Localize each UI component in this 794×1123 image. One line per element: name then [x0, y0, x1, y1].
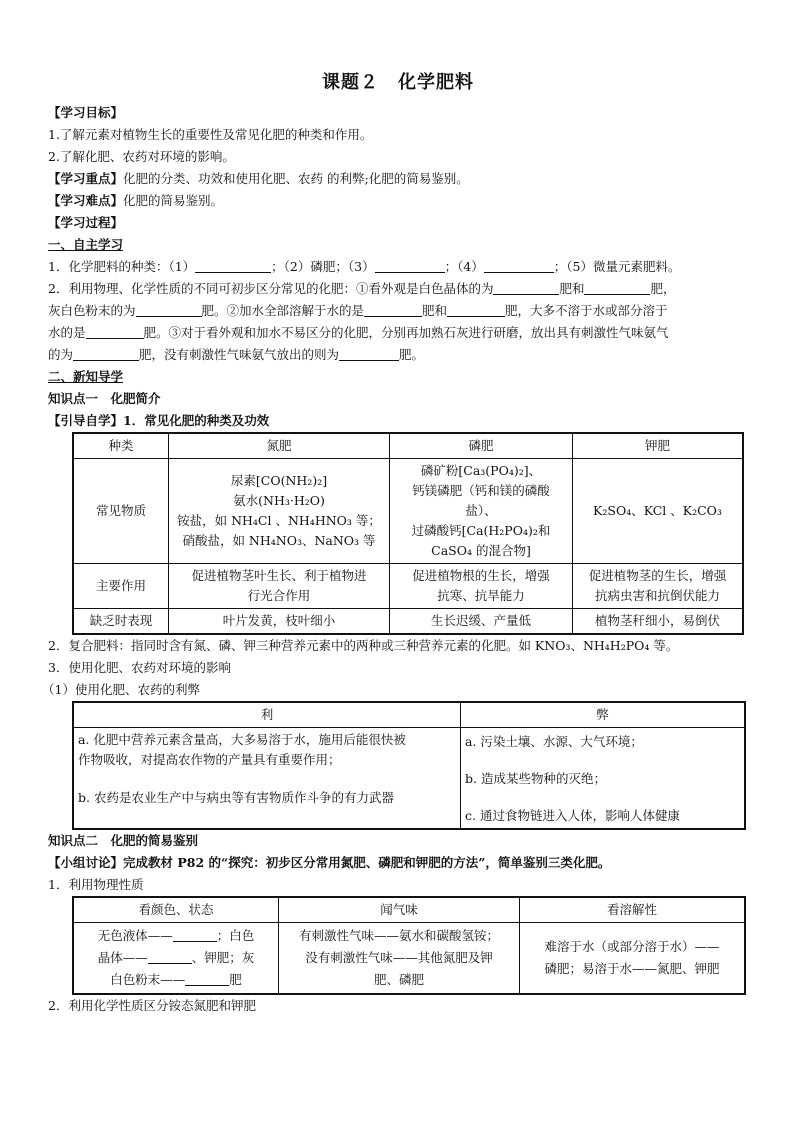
q2-text: 肥，: [650, 281, 676, 296]
q2-text: 灰白色粉末的为: [48, 303, 136, 318]
identification-table: [72, 896, 746, 995]
table-cell: [279, 923, 520, 995]
compound-fertilizer: 2．复合肥料：指同时含有氮、磷、钾三种营养元素中的两种或三种营养元素的化肥。如 KNO₃、NH₄H₂PO₄ 等。: [48, 638, 679, 653]
table-cell: [390, 564, 573, 609]
environment-effect: 3．使用化肥、农药对环境的影响: [48, 660, 231, 675]
table-header: 闻气味: [279, 897, 520, 923]
table-header: 利: [73, 702, 461, 728]
q1-text: ；（5）微量元素肥料。: [553, 259, 681, 274]
difficulty: [48, 190, 748, 212]
row-label: 常见物质: [73, 459, 169, 564]
cell-line: CaSO₄ 的混合物]: [431, 543, 531, 558]
cell-text: 、钾肥；灰: [191, 950, 255, 965]
difficulty-label: 【学习难点】: [48, 193, 124, 208]
cell-line: b. 农药是农业生产中与病虫等有害物质作斗争的有力武器: [78, 790, 394, 805]
knowledge-point-2: 知识点二 化肥的简易鉴别: [48, 833, 199, 848]
worksheet-page: [42, 62, 748, 1017]
q2-text: 水的是: [48, 325, 86, 340]
answer-blank[interactable]: [185, 971, 229, 986]
cell-line: 尿素[CO(NH₂)₂]: [230, 473, 328, 488]
row-label: 主要作用: [73, 564, 169, 609]
question-2-line: [48, 344, 748, 366]
question-2-line: [48, 300, 748, 322]
q2-text: 肥和: [559, 281, 585, 296]
table-header-row: [73, 433, 743, 459]
table-header: 氮肥: [169, 433, 390, 459]
answer-blank[interactable]: [339, 346, 399, 361]
answer-blank[interactable]: [447, 302, 505, 317]
goals-heading: 【学习目标】: [48, 105, 124, 120]
cons-cell: [461, 728, 746, 830]
answer-blank[interactable]: [86, 324, 144, 339]
key-point: [48, 168, 748, 190]
process-heading: 【学习过程】: [48, 215, 124, 230]
answer-blank[interactable]: [375, 258, 445, 273]
q2-text: 肥。③对于看外观和加水不易区分的化肥，分别再加熟石灰进行研磨，放出具有刺激性气味氨气: [143, 325, 669, 340]
cell-line: 盐）、: [465, 503, 497, 518]
question-2-line: [48, 278, 748, 300]
cell-line: b. 造成某些物种的灭绝；: [465, 770, 606, 786]
q2-text: 2．利用物理、化学性质的不同可初步区分常见的化肥：①看外观是白色晶体的为: [48, 281, 494, 296]
cell-line: 促进植物茎叶生长、利于植物进: [191, 568, 367, 583]
answer-blank[interactable]: [136, 302, 202, 317]
table-row: [73, 459, 743, 564]
goal-item: 1.了解元素对植物生长的重要性及常见化肥的种类和作用。: [48, 127, 373, 142]
q2-text: 肥，没有刺激性气味氨气放出的则为: [139, 347, 340, 362]
table-row: [73, 564, 743, 609]
answer-blank[interactable]: [195, 258, 271, 273]
cell-line: 没有刺激性气味——其他氮肥及钾: [305, 950, 493, 965]
page-title: 课题２ 化学肥料: [322, 72, 474, 93]
cell-line: [78, 947, 274, 969]
chemical-heading: 2．利用化学性质区分铵态氮肥和钾肥: [48, 998, 256, 1013]
cell-line: 氨水(NH₃·H₂O): [233, 493, 325, 508]
knowledge-point-1: 知识点一 化肥简介: [48, 391, 161, 406]
cell-text: 肥: [229, 972, 242, 987]
q1-text: ；（2）磷肥；（3）: [271, 259, 375, 274]
cell-line: 促进植物茎的生长，增强: [588, 568, 727, 583]
question-1: [48, 256, 748, 278]
table-header: 弊: [461, 702, 746, 728]
goal-item: 2.了解化肥、农药对环境的影响。: [48, 149, 235, 164]
discussion: 【小组讨论】完成教材 P82 的“探究：初步区分常用氮肥、磷肥和钾肥的方法”，简单鉴别三类化肥。: [48, 855, 611, 870]
cell-line: 作物吸收，对提高农作物的产量具有重要作用；: [78, 752, 341, 767]
cell-line: 抗病虫害和抗倒伏能力: [594, 588, 720, 603]
guide-heading: 【引导自学】1．常见化肥的种类及功效: [48, 413, 270, 428]
table-row: [73, 923, 745, 995]
answer-blank[interactable]: [364, 302, 422, 317]
cell-line: c. 通过食物链进入人体，影响人体健康: [465, 807, 680, 823]
table-row: [73, 609, 743, 635]
physical-heading: 1．利用物理性质: [48, 877, 144, 892]
q2-text: 肥。: [399, 347, 425, 362]
cell-line: 铵盐，如 NH₄Cl 、NH₄HNO₃ 等；: [177, 513, 381, 528]
cell-line: 磷矿粉[Ca₃(PO₄)₂]、: [420, 463, 542, 478]
pros-cons-table: [72, 701, 746, 830]
table-cell: [73, 923, 279, 995]
answer-blank[interactable]: [73, 346, 139, 361]
pros-cell: [73, 728, 461, 830]
q2-text: 肥，大多不溶于水或部分溶于: [505, 303, 668, 318]
q1-text: 1．化学肥料的种类：（1）: [48, 259, 196, 274]
fertilizer-table: [72, 432, 744, 635]
section1-heading: 一、自主学习: [48, 237, 124, 252]
cell-line: 硝酸盐，如 NH₄NO₃、NaNO₃ 等: [182, 533, 376, 548]
table-cell: [169, 459, 390, 564]
table-cell: K₂SO₄、KCl 、K₂CO₃: [573, 459, 744, 564]
cell-line: 有刺激性气味——氨水和碳酸氢铵；: [298, 928, 499, 943]
table-cell: 生长迟缓、产量低: [390, 609, 573, 635]
question-2-line: [48, 322, 748, 344]
table-cell: [169, 564, 390, 609]
cell-line: 过磷酸钙[Ca(H₂PO₄)₂和: [411, 523, 551, 538]
answer-blank[interactable]: [484, 258, 554, 273]
answer-blank[interactable]: [148, 949, 192, 964]
table-cell: [573, 564, 744, 609]
cell-line: a. 污染土壤、水源、大气环境；: [465, 733, 643, 749]
table-header: 钾肥: [573, 433, 744, 459]
table-cell: 植物茎秆细小，易倒伏: [573, 609, 744, 635]
cell-line: [78, 925, 274, 947]
cell-text: 晶体——: [97, 950, 148, 965]
cell-line: 难溶于水（或部分溶于水）——: [544, 939, 720, 954]
row-label: 缺乏时表现: [73, 609, 169, 635]
difficulty-text: 化肥的简易鉴别。: [123, 193, 224, 208]
table-header: 磷肥: [390, 433, 573, 459]
q2-text: 肥和: [422, 303, 448, 318]
table-header: 看颜色、状态: [73, 897, 279, 923]
key-point-text: 化肥的分类、功效和使用化肥、农药 的利弊;化肥的简易鉴别。: [123, 171, 469, 186]
cell-line: 行光合作用: [247, 588, 311, 603]
section2-heading: 二、新知导学: [48, 369, 124, 384]
table-row: [73, 728, 745, 830]
answer-blank[interactable]: [173, 927, 217, 942]
cell-line: 钙镁磷肥（钙和镁的磷酸: [412, 483, 550, 498]
cell-text: 白色粉末——: [110, 972, 186, 987]
cell-line: [78, 969, 274, 991]
answer-blank[interactable]: [584, 280, 650, 295]
cell-text: ；白色: [216, 928, 255, 943]
cell-line: 抗寒、抗旱能力: [437, 588, 525, 603]
table-cell: [520, 923, 746, 995]
table-header-row: [73, 702, 745, 728]
key-point-label: 【学习重点】: [48, 171, 124, 186]
cell-line: 促进植物根的生长，增强: [412, 568, 550, 583]
q1-text: ；（4）: [444, 259, 484, 274]
q2-text: 肥。②加水全部溶解于水的是: [201, 303, 365, 318]
table-header-row: [73, 897, 745, 923]
q2-text: 的为: [48, 347, 74, 362]
table-header: 种类: [73, 433, 169, 459]
table-cell: 叶片发黄，枝叶细小: [169, 609, 390, 635]
cell-line: 肥、磷肥: [373, 972, 424, 987]
table-cell: [390, 459, 573, 564]
cell-text: 无色液体——: [97, 928, 173, 943]
cell-line: a. 化肥中营养元素含量高，大多易溶于水，施用后能很快被: [78, 732, 406, 747]
table-header: 看溶解性: [520, 897, 746, 923]
cell-line: 磷肥；易溶于水——氮肥、钾肥: [544, 961, 720, 976]
answer-blank[interactable]: [493, 280, 559, 295]
pros-cons-title: （1）使用化肥、农药的利弊: [42, 682, 200, 697]
